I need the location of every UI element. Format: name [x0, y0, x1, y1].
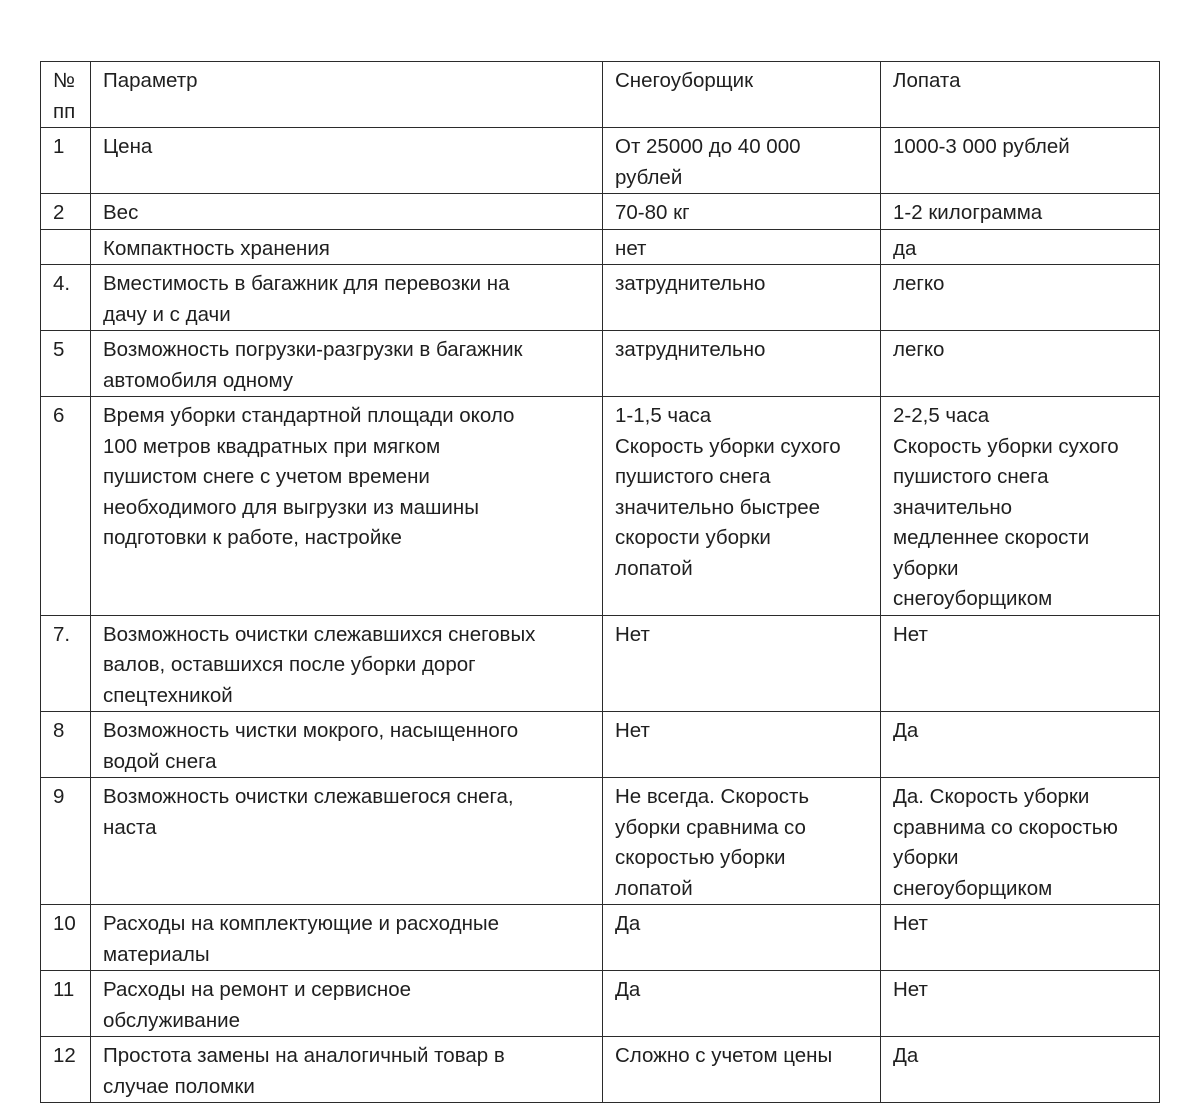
row-snowblower: Да: [603, 971, 881, 1037]
row-snowblower: затруднительно: [603, 331, 881, 397]
row-param: Вес: [91, 194, 603, 230]
row-snowblower: 70-80 кг: [603, 194, 881, 230]
comparison-table: [40, 61, 1160, 1103]
row-num: 10: [41, 905, 91, 971]
table-row: [41, 615, 1160, 712]
table-row: [41, 1037, 1160, 1103]
row-snowblower: Не всегда. Скорость уборки сравнима со скоростью уборки лопатой: [603, 778, 881, 905]
row-snowblower: Сложно с учетом цены: [603, 1037, 881, 1103]
table-row: [41, 265, 1160, 331]
comparison-table-container: [40, 61, 1159, 1103]
row-shovel: Нет: [881, 905, 1160, 971]
table-row: [41, 194, 1160, 230]
row-param: Цена: [91, 128, 603, 194]
row-shovel: да: [881, 229, 1160, 265]
row-param: Расходы на ремонт и сервисное обслуживание: [91, 971, 603, 1037]
row-param: Вместимость в багажник для перевозки на дачу и с дачи: [91, 265, 603, 331]
row-snowblower: Нет: [603, 615, 881, 712]
row-num: [41, 229, 91, 265]
row-snowblower: нет: [603, 229, 881, 265]
row-shovel: 1-2 килограмма: [881, 194, 1160, 230]
header-num: № пп: [41, 62, 91, 128]
row-num: 7.: [41, 615, 91, 712]
table-row: [41, 331, 1160, 397]
row-shovel: легко: [881, 265, 1160, 331]
row-param: Возможность очистки слежавшегося снега, наста: [91, 778, 603, 905]
header-shovel: Лопата: [881, 62, 1160, 128]
row-num: 4.: [41, 265, 91, 331]
table-row: [41, 712, 1160, 778]
row-param: Компактность хранения: [91, 229, 603, 265]
table-row: [41, 971, 1160, 1037]
row-num: 6: [41, 397, 91, 616]
row-num: 5: [41, 331, 91, 397]
row-num: 1: [41, 128, 91, 194]
row-num: 9: [41, 778, 91, 905]
row-shovel: легко: [881, 331, 1160, 397]
table-row: [41, 397, 1160, 616]
row-snowblower: затруднительно: [603, 265, 881, 331]
row-param: Возможность чистки мокрого, насыщенного водой снега: [91, 712, 603, 778]
table-header-row: [41, 62, 1160, 128]
row-num: 2: [41, 194, 91, 230]
row-param: Возможность погрузки-разгрузки в багажник автомобиля одному: [91, 331, 603, 397]
row-snowblower: От 25000 до 40 000 рублей: [603, 128, 881, 194]
row-num: 8: [41, 712, 91, 778]
row-snowblower: 1-1,5 часа Скорость уборки сухого пушистого снега значительно быстрее скорости уборки лопатой: [603, 397, 881, 616]
table-row: [41, 128, 1160, 194]
row-snowblower: Да: [603, 905, 881, 971]
table-row: [41, 778, 1160, 905]
row-num: 12: [41, 1037, 91, 1103]
row-param: Расходы на комплектующие и расходные материалы: [91, 905, 603, 971]
row-shovel: 1000-3 000 рублей: [881, 128, 1160, 194]
row-shovel: 2-2,5 часа Скорость уборки сухого пушистого снега значительно медленнее скорости уборки снегоуборщиком: [881, 397, 1160, 616]
row-shovel: Да. Скорость уборки сравнима со скоростью уборки снегоуборщиком: [881, 778, 1160, 905]
header-snowblower: Снегоуборщик: [603, 62, 881, 128]
table-row: [41, 905, 1160, 971]
row-shovel: Нет: [881, 971, 1160, 1037]
row-param: Простота замены на аналогичный товар в случае поломки: [91, 1037, 603, 1103]
table-row: [41, 229, 1160, 265]
row-shovel: Нет: [881, 615, 1160, 712]
row-num: 11: [41, 971, 91, 1037]
row-shovel: Да: [881, 712, 1160, 778]
row-param: Возможность очистки слежавшихся снеговых валов, оставшихся после уборки дорог спецтехникой: [91, 615, 603, 712]
header-param: Параметр: [91, 62, 603, 128]
row-snowblower: Нет: [603, 712, 881, 778]
row-param: Время уборки стандартной площади около 100 метров квадратных при мягком пушистом снеге с учетом времени необходимого для выгрузки из машины подготовки к работе, настройке: [91, 397, 603, 616]
row-shovel: Да: [881, 1037, 1160, 1103]
